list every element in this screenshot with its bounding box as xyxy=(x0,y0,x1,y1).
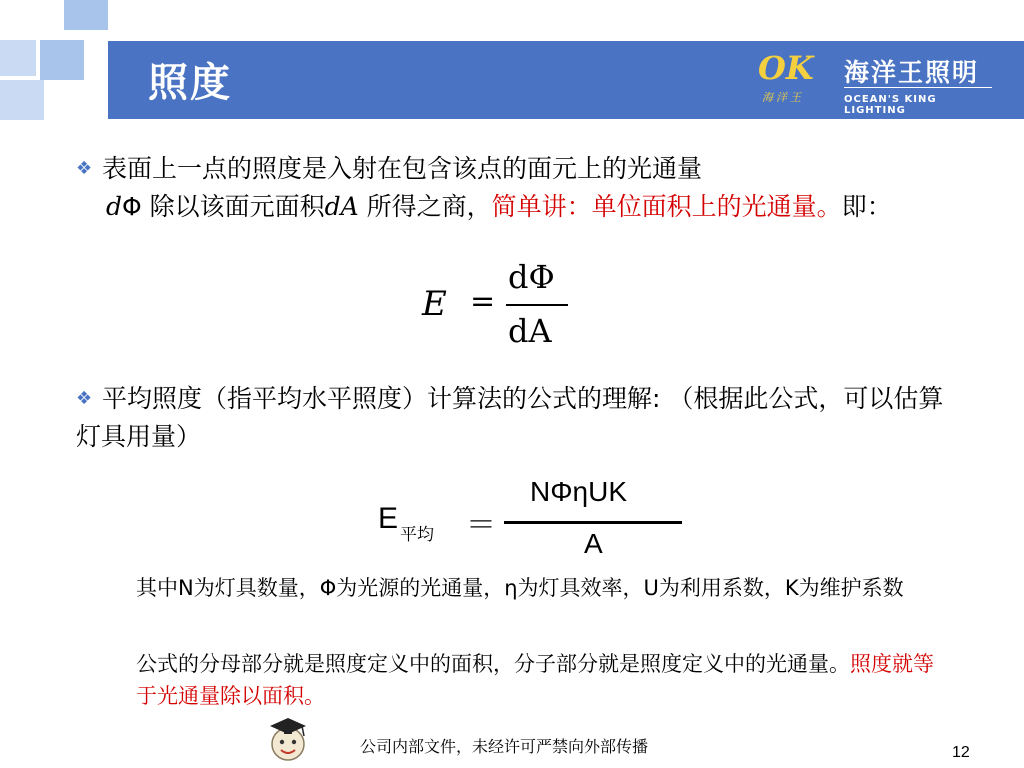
decor-square xyxy=(64,0,108,30)
slide-header xyxy=(108,41,1024,119)
variable-explanation: 其中N为灯具数量，Φ为光源的光通量，η为灯具效率，U为利用系数，K为维护系数 xyxy=(136,576,904,600)
formula-interpretation xyxy=(136,648,936,712)
slide-title: 照度 xyxy=(148,60,232,106)
formula-numerator: NΦηUK xyxy=(530,476,628,507)
bullet-paragraph-average xyxy=(76,380,956,456)
logo-divider xyxy=(844,87,992,88)
interpretation-text: 公式的分母部分就是照度定义中的面积，分子部分就是照度定义中的光通量。 xyxy=(136,652,850,676)
decor-square xyxy=(0,40,36,76)
var-dA: dA xyxy=(324,192,359,221)
formula-denominator: dA xyxy=(508,312,552,350)
decor-square xyxy=(0,80,44,120)
page-number: 12 xyxy=(952,744,970,761)
logo-brand-cn: 海洋王照明 xyxy=(844,58,980,87)
decor-square xyxy=(40,40,84,80)
var-d: d xyxy=(106,192,123,221)
interpretation-highlight: 照度就等于光通量除以面积。 xyxy=(136,652,934,708)
fraction-bar xyxy=(506,304,568,306)
formula-numerator: dΦ xyxy=(508,258,555,296)
average-method-text: 平均照度（指平均水平照度）计算法的公式的理解: （根据此公式，可以估算灯具用量） xyxy=(76,384,944,451)
formula-equals: = xyxy=(470,284,496,319)
logo-ok-subtitle: 海洋王 xyxy=(762,91,804,104)
formula-equals: ＝ xyxy=(466,508,496,543)
fraction-bar xyxy=(504,521,682,524)
formula-lhs: E xyxy=(378,502,399,535)
confidentiality-notice: 公司内部文件，未经许可严禁向外部传播 xyxy=(360,737,649,756)
definition-text-c: 即： xyxy=(841,192,892,221)
average-illuminance-formula xyxy=(378,476,698,566)
diamond-bullet-icon: ❖ xyxy=(76,388,93,409)
definition-text-a: 表面上一点的照度是入射在包含该点的面元上的光通量 xyxy=(102,154,703,183)
logo-ok-mark: OK xyxy=(758,49,814,87)
formula-lhs-subscript: 平均 xyxy=(400,525,434,545)
logo-brand-en: OCEAN'S KING LIGHTING xyxy=(844,94,937,116)
diamond-bullet-icon: ❖ xyxy=(76,158,93,179)
definition-highlight: 简单讲：单位面积上的光通量。 xyxy=(491,192,842,221)
formula-denominator: A xyxy=(584,528,603,559)
formula-lhs: E xyxy=(422,284,447,324)
definition-continuation xyxy=(76,188,946,226)
definition-text-phi: Φ 除以该面元面积 xyxy=(122,192,325,221)
company-logo xyxy=(758,49,998,116)
graduate-mascot-icon xyxy=(262,712,314,764)
illuminance-formula xyxy=(422,258,582,358)
definition-text-b: 所得之商， xyxy=(358,192,492,221)
bullet-paragraph-definition xyxy=(76,150,946,226)
